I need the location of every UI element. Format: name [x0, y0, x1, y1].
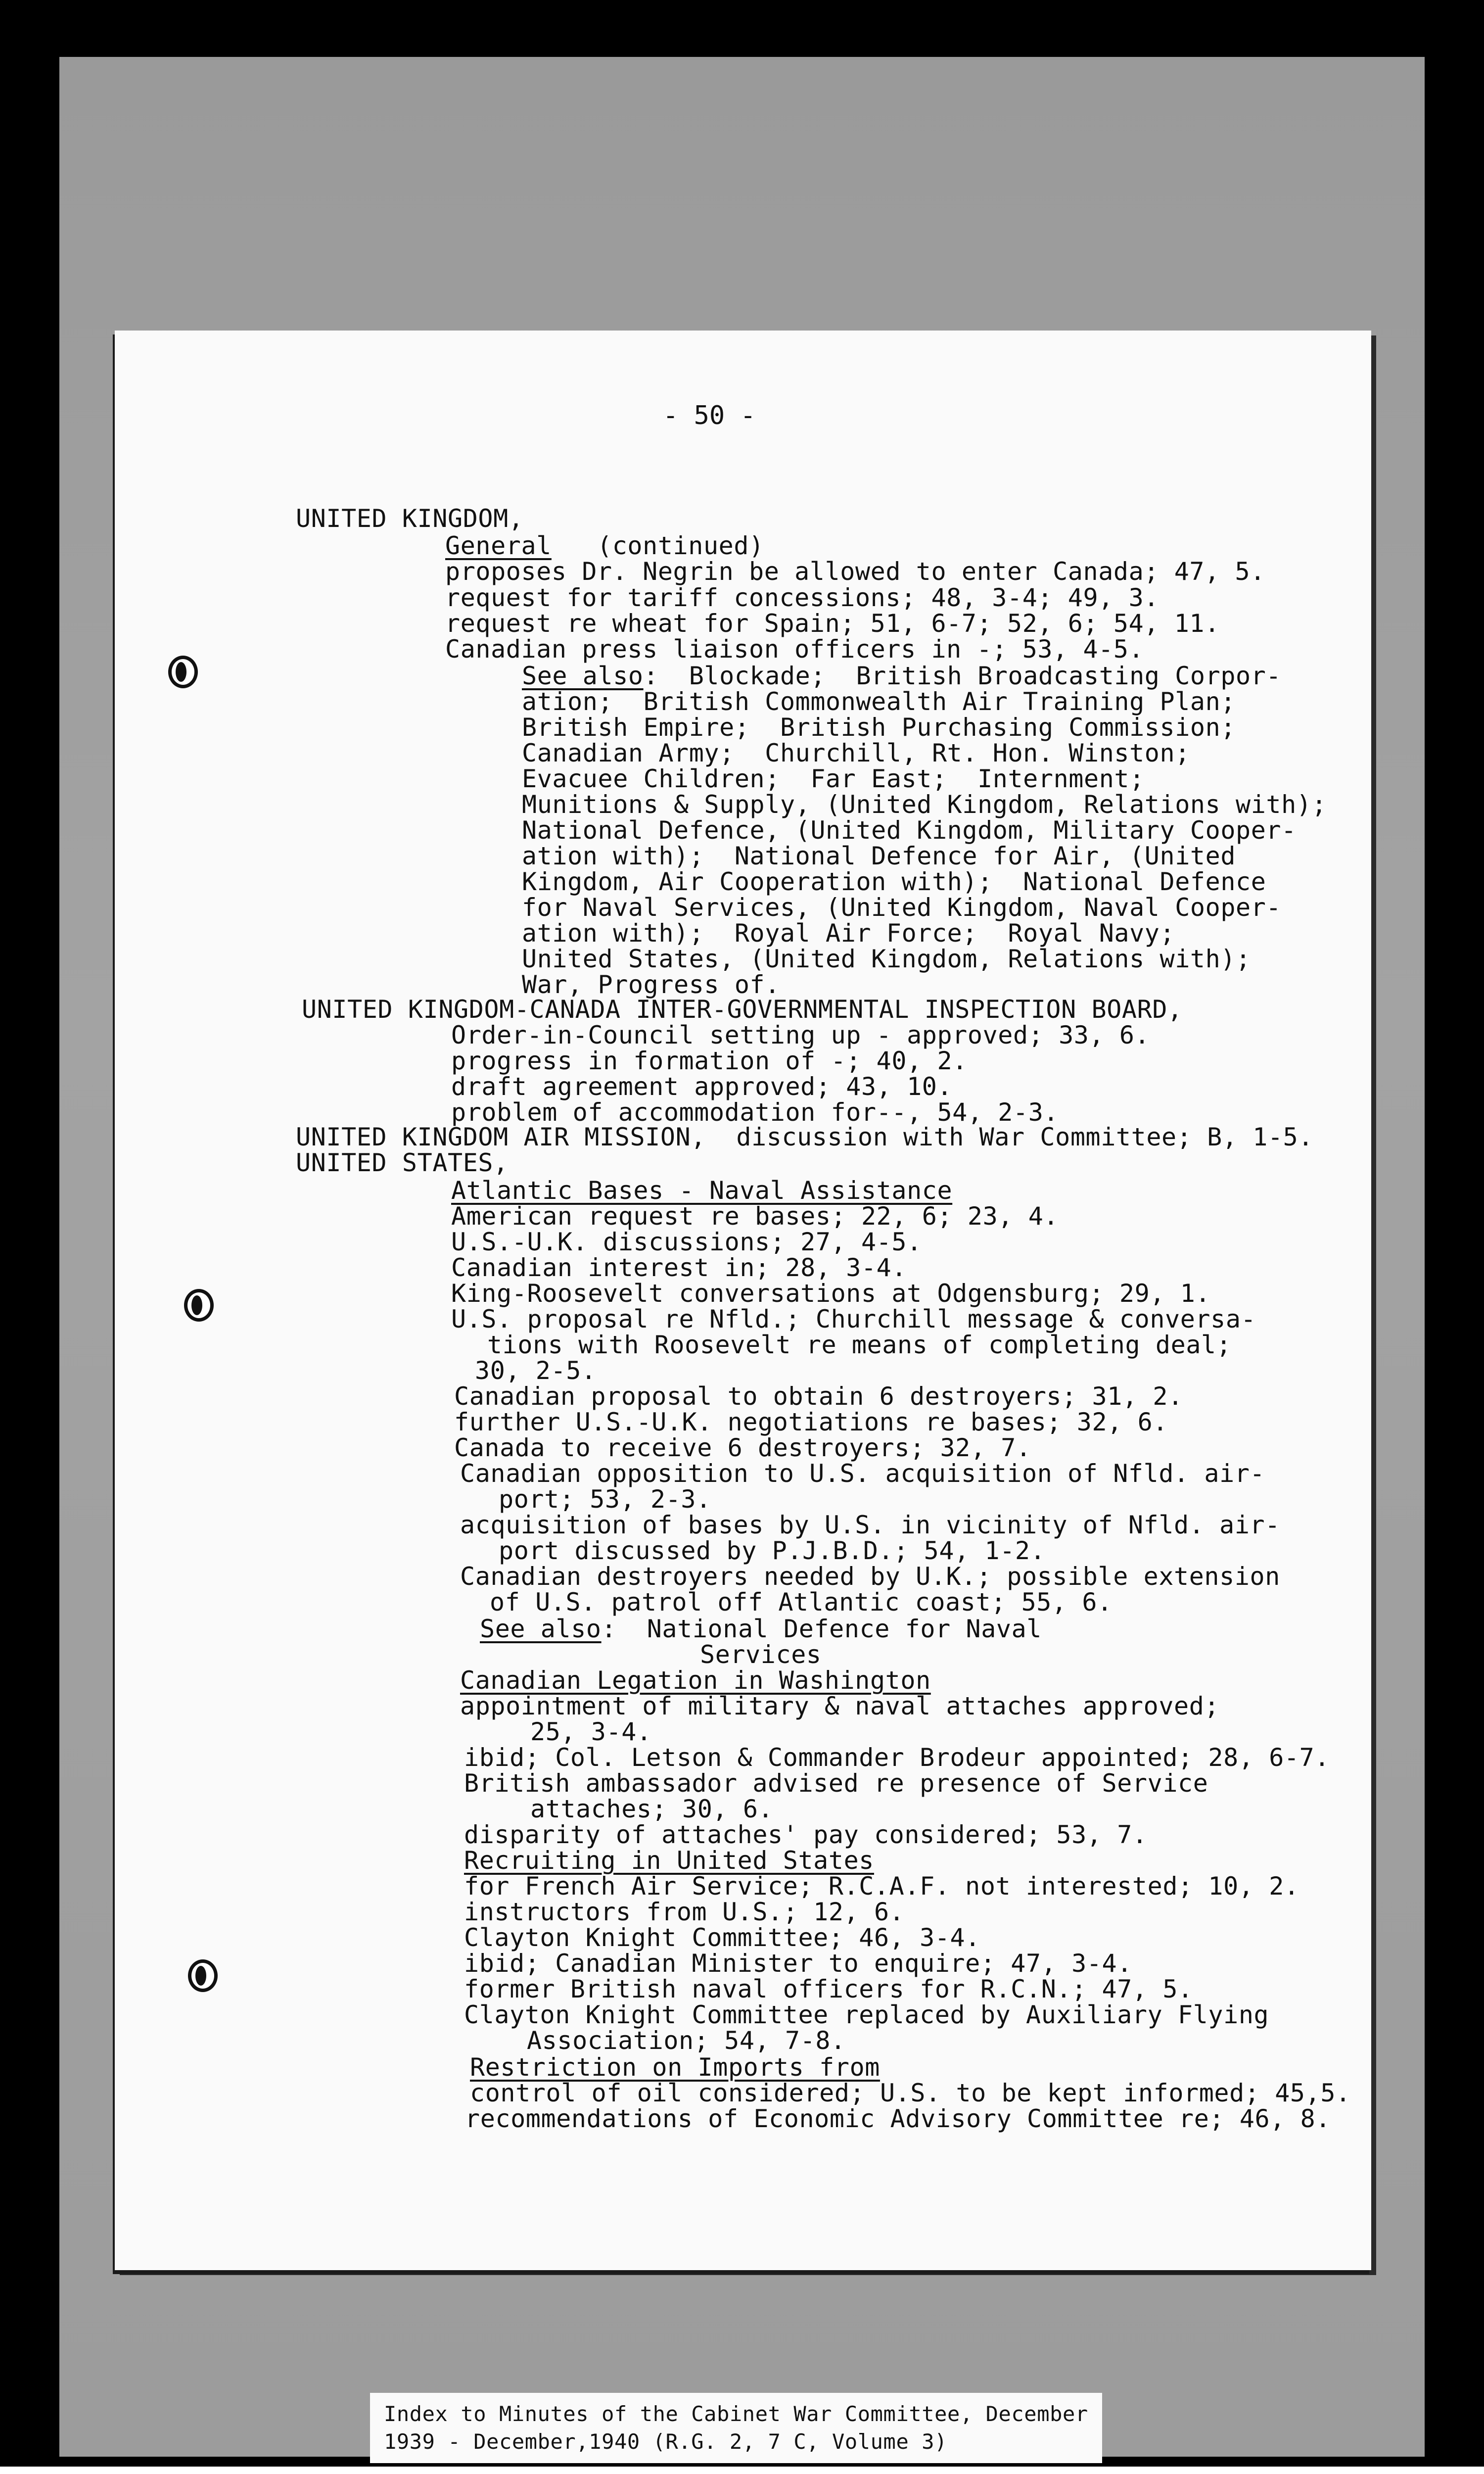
- index-entry-line: [460, 1460, 1265, 1487]
- index-entry-line: [451, 1098, 1059, 1126]
- index-entry-line: [464, 1744, 1330, 1771]
- index-entry-line: [445, 532, 764, 560]
- punch-hole: [188, 1959, 218, 1992]
- index-entry-line: [451, 1073, 952, 1100]
- index-entry-text: further U.S.-U.K. negotiations re bases; 32, 6.: [454, 1408, 1168, 1436]
- index-entry-text: Clayton Knight Committee replaced by Auxiliary Flying: [464, 2000, 1269, 2029]
- index-entry-line: [464, 1950, 1132, 1977]
- index-entry-line: [451, 1254, 907, 1282]
- index-entry-text: ation with); National Defence for Air, (United: [522, 842, 1236, 870]
- index-entry-line: [530, 1795, 773, 1823]
- index-entry-line: [296, 1123, 1313, 1151]
- index-entry-line: [522, 816, 1297, 844]
- index-entry-line: [490, 1588, 1113, 1616]
- index-entry-text: Canadian proposal to obtain 6 destroyers; 31, 2.: [454, 1382, 1183, 1411]
- index-entry-text: U.S. proposal re Nfld.; Churchill message & conversa-: [451, 1305, 1256, 1333]
- index-entry-text: Association; 54, 7-8.: [527, 2026, 846, 2055]
- index-entry-text: UNITED KINGDOM,: [296, 504, 524, 533]
- index-entry-line: [527, 2027, 846, 2054]
- index-entry-line: [451, 1280, 1210, 1307]
- punch-hole: [184, 1289, 214, 1322]
- index-entry-line: [522, 919, 1175, 947]
- index-entry-line: [464, 1769, 1208, 1797]
- index-entry-text: tions with Roosevelt re means of completing deal;: [487, 1331, 1232, 1359]
- index-entry-text: Kingdom, Air Cooperation with); National Defence: [522, 867, 1266, 896]
- index-entry-text: appointment of military & naval attaches approved;: [460, 1692, 1220, 1720]
- index-entry-line: [499, 1537, 1045, 1565]
- index-entry-line: [522, 739, 1190, 767]
- index-entry-text: American request re bases; 22, 6; 23, 4.: [451, 1202, 1059, 1231]
- index-entry-text: draft agreement approved; 43, 10.: [451, 1072, 953, 1101]
- index-entry-line: [522, 765, 1145, 793]
- index-entry-line: [451, 1228, 922, 1256]
- index-entry-text: British Empire; British Purchasing Commission;: [522, 713, 1236, 742]
- index-entry-text: instructors from U.S.; 12, 6.: [464, 1898, 905, 1926]
- index-entry-line: [470, 2079, 1351, 2107]
- index-heading: Canadian Legation in Washington: [460, 1666, 931, 1695]
- index-entry-line: [522, 714, 1236, 741]
- index-entry-line: [445, 610, 1220, 637]
- index-entry-suffix: : National Defence for Naval: [601, 1615, 1042, 1643]
- index-entry-text: King-Roosevelt conversations at Odgensburg; 29, 1.: [451, 1279, 1211, 1308]
- index-entry-text: request for tariff concessions; 48, 3-4; 49, 3.: [445, 583, 1159, 612]
- index-entry-text: former British naval officers for R.C.N.; 47, 5.: [464, 1975, 1193, 2003]
- index-entry-line: [451, 1021, 1150, 1049]
- index-entry-text: ibid; Col. Letson & Commander Brodeur appointed; 28, 6-7.: [464, 1743, 1330, 1772]
- index-entry-text: Canadian destroyers needed by U.K.; possible extension: [460, 1562, 1280, 1591]
- index-entry-text: problem of accommodation for--, 54, 2-3.: [451, 1098, 1059, 1127]
- index-entry-text: ation with); Royal Air Force; Royal Navy;: [522, 919, 1175, 948]
- index-entry-text: U.S.-U.K. discussions; 27, 4-5.: [451, 1228, 922, 1256]
- index-entry-line: [487, 1331, 1231, 1359]
- page-number: - 50 -: [663, 401, 756, 430]
- index-entry-suffix: : Blockade; British Broadcasting Corpor-: [643, 662, 1282, 690]
- index-heading: See also: [522, 662, 644, 690]
- punch-hole: [168, 656, 198, 688]
- index-entry-line: [522, 945, 1251, 973]
- index-entry-line: [522, 791, 1327, 818]
- index-entry-text: ation; British Commonwealth Air Training Plan;: [522, 687, 1236, 716]
- index-entry-text: Evacuee Children; Far East; Internment;: [522, 764, 1145, 793]
- index-entry-line: [475, 1357, 597, 1384]
- index-entry-line: [464, 1924, 980, 1951]
- index-entry-line: [464, 1975, 1193, 2003]
- index-heading: Atlantic Bases - Naval Assistance: [451, 1176, 953, 1205]
- index-entry-text: Canadian press liaison officers in -; 53, 4-5.: [445, 635, 1144, 664]
- index-entry-line: [454, 1382, 1183, 1410]
- index-entry-line: [451, 1177, 952, 1204]
- index-entry-line: [460, 1563, 1280, 1590]
- index-entry-text: Order-in-Council setting up - approved; 33, 6.: [451, 1021, 1150, 1049]
- index-entry-text: War, Progress of.: [522, 970, 780, 999]
- index-heading: General: [445, 531, 552, 560]
- index-entry-line: [445, 584, 1159, 612]
- index-heading: See also: [480, 1615, 602, 1643]
- index-entry-line: [522, 868, 1266, 896]
- index-entry-line: [522, 662, 1281, 690]
- index-entry-line: [522, 688, 1236, 715]
- index-entry-text: for French Air Service; R.C.A.F. not interested; 10, 2.: [464, 1872, 1299, 1901]
- index-entry-text: disparity of attaches' pay considered; 53, 7.: [464, 1820, 1148, 1849]
- index-entry-text: 25, 3-4.: [530, 1717, 652, 1746]
- label-line-2: 1939 - December,1940 (R.G. 2, 7 C, Volume 3): [384, 2429, 947, 2454]
- index-entry-line: [464, 1898, 904, 1926]
- index-entry-text: for Naval Services, (United Kingdom, Naval Cooper-: [522, 893, 1282, 922]
- index-entry-line: [454, 1434, 1031, 1462]
- index-heading: Restriction on Imports from: [470, 2053, 880, 2082]
- index-entry-line: [470, 2053, 880, 2081]
- index-entry-line: [464, 1847, 874, 1874]
- index-entry-text: request re wheat for Spain; 51, 6-7; 52, 6; 54, 11.: [445, 609, 1220, 638]
- index-entry-line: [464, 1821, 1148, 1849]
- index-entry-text: National Defence, (United Kingdom, Military Cooper-: [522, 816, 1297, 845]
- index-entry-text: United States, (United Kingdom, Relations with);: [522, 945, 1251, 973]
- index-heading: Recruiting in United States: [464, 1846, 874, 1875]
- index-entry-line: [460, 1511, 1280, 1539]
- index-entry-text: acquisition of bases by U.S. in vicinity of Nfld. air-: [460, 1511, 1280, 1539]
- index-entry-text: Canadian interest in; 28, 3-4.: [451, 1253, 907, 1282]
- index-entry-text: Canadian Army; Churchill, Rt. Hon. Winston;: [522, 739, 1190, 767]
- index-entry-text: control of oil considered; U.S. to be kept informed; 45,5.: [470, 2079, 1351, 2107]
- index-entry-line: [302, 996, 1183, 1023]
- index-entry-line: [451, 1202, 1059, 1230]
- index-entry-text: 30, 2-5.: [475, 1356, 597, 1385]
- archive-footer: [0, 2467, 1484, 2474]
- index-entry-line: [445, 558, 1265, 585]
- index-entry-text: recommendations of Economic Advisory Committee re; 46, 8.: [465, 2104, 1331, 2133]
- index-entry-line: [522, 971, 780, 999]
- index-entry-text: proposes Dr. Negrin be allowed to enter Canada; 47, 5.: [445, 557, 1265, 586]
- index-entry-text: Clayton Knight Committee; 46, 3-4.: [464, 1923, 980, 1952]
- index-entry-line: [700, 1641, 822, 1668]
- index-entry-line: [454, 1408, 1168, 1436]
- index-entry-suffix: (continued): [551, 531, 764, 560]
- index-entry-line: [522, 894, 1281, 921]
- index-entry-text: progress in formation of -; 40, 2.: [451, 1047, 968, 1075]
- index-entry-line: [464, 1872, 1299, 1900]
- index-entry-line: [480, 1615, 1042, 1643]
- index-entry-text: of U.S. patrol off Atlantic coast; 55, 6.: [490, 1588, 1113, 1617]
- index-entry-text: port discussed by P.J.B.D.; 54, 1-2.: [499, 1536, 1046, 1565]
- index-entry-text: ibid; Canadian Minister to enquire; 47, 3-4.: [464, 1949, 1132, 1978]
- index-entry-line: [464, 2001, 1269, 2029]
- index-entry-text: attaches; 30, 6.: [530, 1795, 774, 1823]
- index-entry-text: Services: [700, 1640, 822, 1669]
- index-entry-text: Canada to receive 6 destroyers; 32, 7.: [454, 1433, 1031, 1462]
- index-entry-text: UNITED KINGDOM-CANADA INTER-GOVERNMENTAL INSPECTION BOARD,: [302, 995, 1183, 1024]
- index-entry-line: [296, 505, 524, 532]
- index-entry-line: [522, 842, 1236, 870]
- index-entry-line: [451, 1305, 1256, 1333]
- index-entry-text: British ambassador advised re presence of Service: [464, 1769, 1208, 1798]
- index-entry-line: [451, 1047, 968, 1075]
- index-entry-line: [530, 1718, 652, 1746]
- index-entry-text: port; 53, 2-3.: [499, 1485, 711, 1514]
- index-entry-text: Munitions & Supply, (United Kingdom, Relations with);: [522, 790, 1327, 819]
- index-entry-text: UNITED STATES,: [296, 1148, 509, 1177]
- index-entry-line: [460, 1666, 931, 1694]
- index-entry-line: [499, 1485, 711, 1513]
- index-entry-line: [445, 635, 1144, 663]
- index-entry-text: Canadian opposition to U.S. acquisition of Nfld. air-: [460, 1459, 1265, 1488]
- index-entry-text: UNITED KINGDOM AIR MISSION, discussion with War Committee; B, 1-5.: [296, 1123, 1314, 1151]
- label-line-1: Index to Minutes of the Cabinet War Committee, December: [384, 2402, 1088, 2426]
- index-entry-line: [465, 2105, 1331, 2133]
- index-entry-line: [296, 1149, 509, 1177]
- index-entry-line: [460, 1692, 1219, 1720]
- archive-label: [370, 2393, 1102, 2463]
